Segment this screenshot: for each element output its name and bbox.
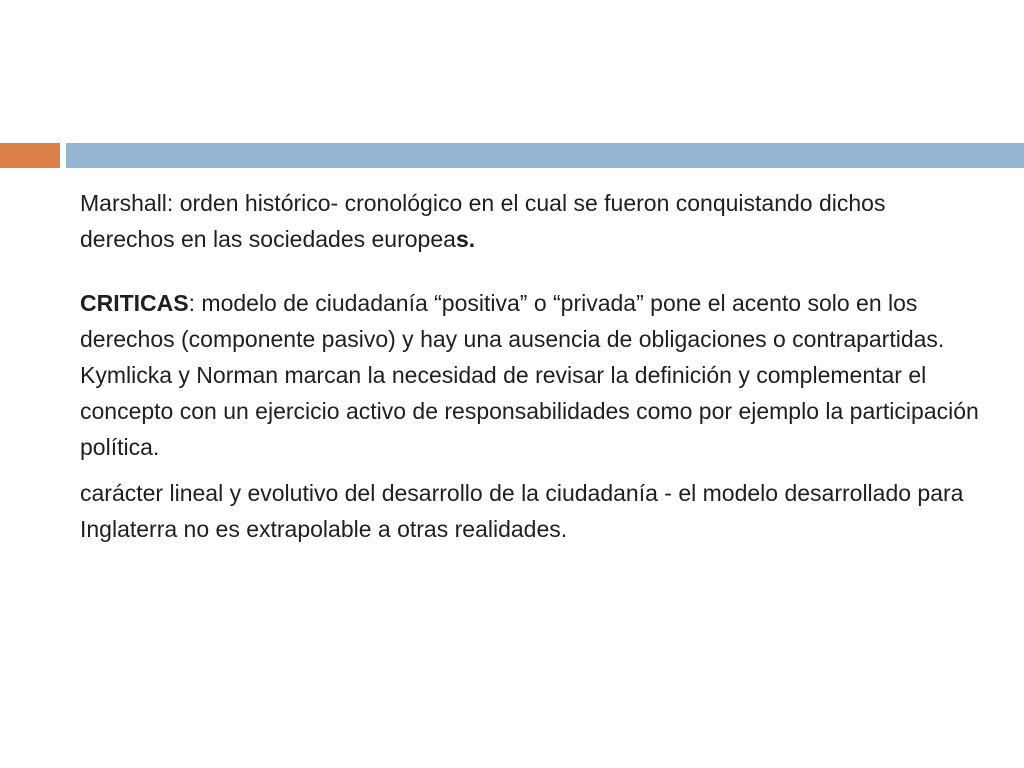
paragraph-marshall-text: Marshall: orden histórico- cronológico en el cual se fueron conquistando dichos derechos en las sociedades europea — [80, 190, 886, 252]
paragraph-marshall-bold-tail: s. — [455, 226, 476, 252]
paragraph-marshall — [80, 185, 980, 257]
paragraph-caracter — [80, 475, 980, 547]
paragraph-caracter-text: carácter lineal y evolutivo del desarrollo de la ciudadanía - el modelo desarrollado para Inglaterra no es extrapolable a otras realidades. — [80, 480, 964, 542]
accent-bar-blue — [66, 143, 1024, 168]
paragraph-criticas — [80, 285, 980, 465]
accent-bar-orange — [0, 143, 60, 168]
paragraph-criticas-text: : modelo de ciudadanía “positiva” o “privada” pone el acento solo en los derechos (componente pasivo) y hay una ausencia de obligaciones o contrapartidas. Kymlicka y Norman marcan la necesidad de revisar la definición y complementar el concepto con un ejercicio activo de responsabilidades como por ejemplo la participación política. — [80, 290, 979, 460]
slide-body — [80, 185, 980, 547]
criticas-heading: CRITICAS — [80, 290, 189, 316]
